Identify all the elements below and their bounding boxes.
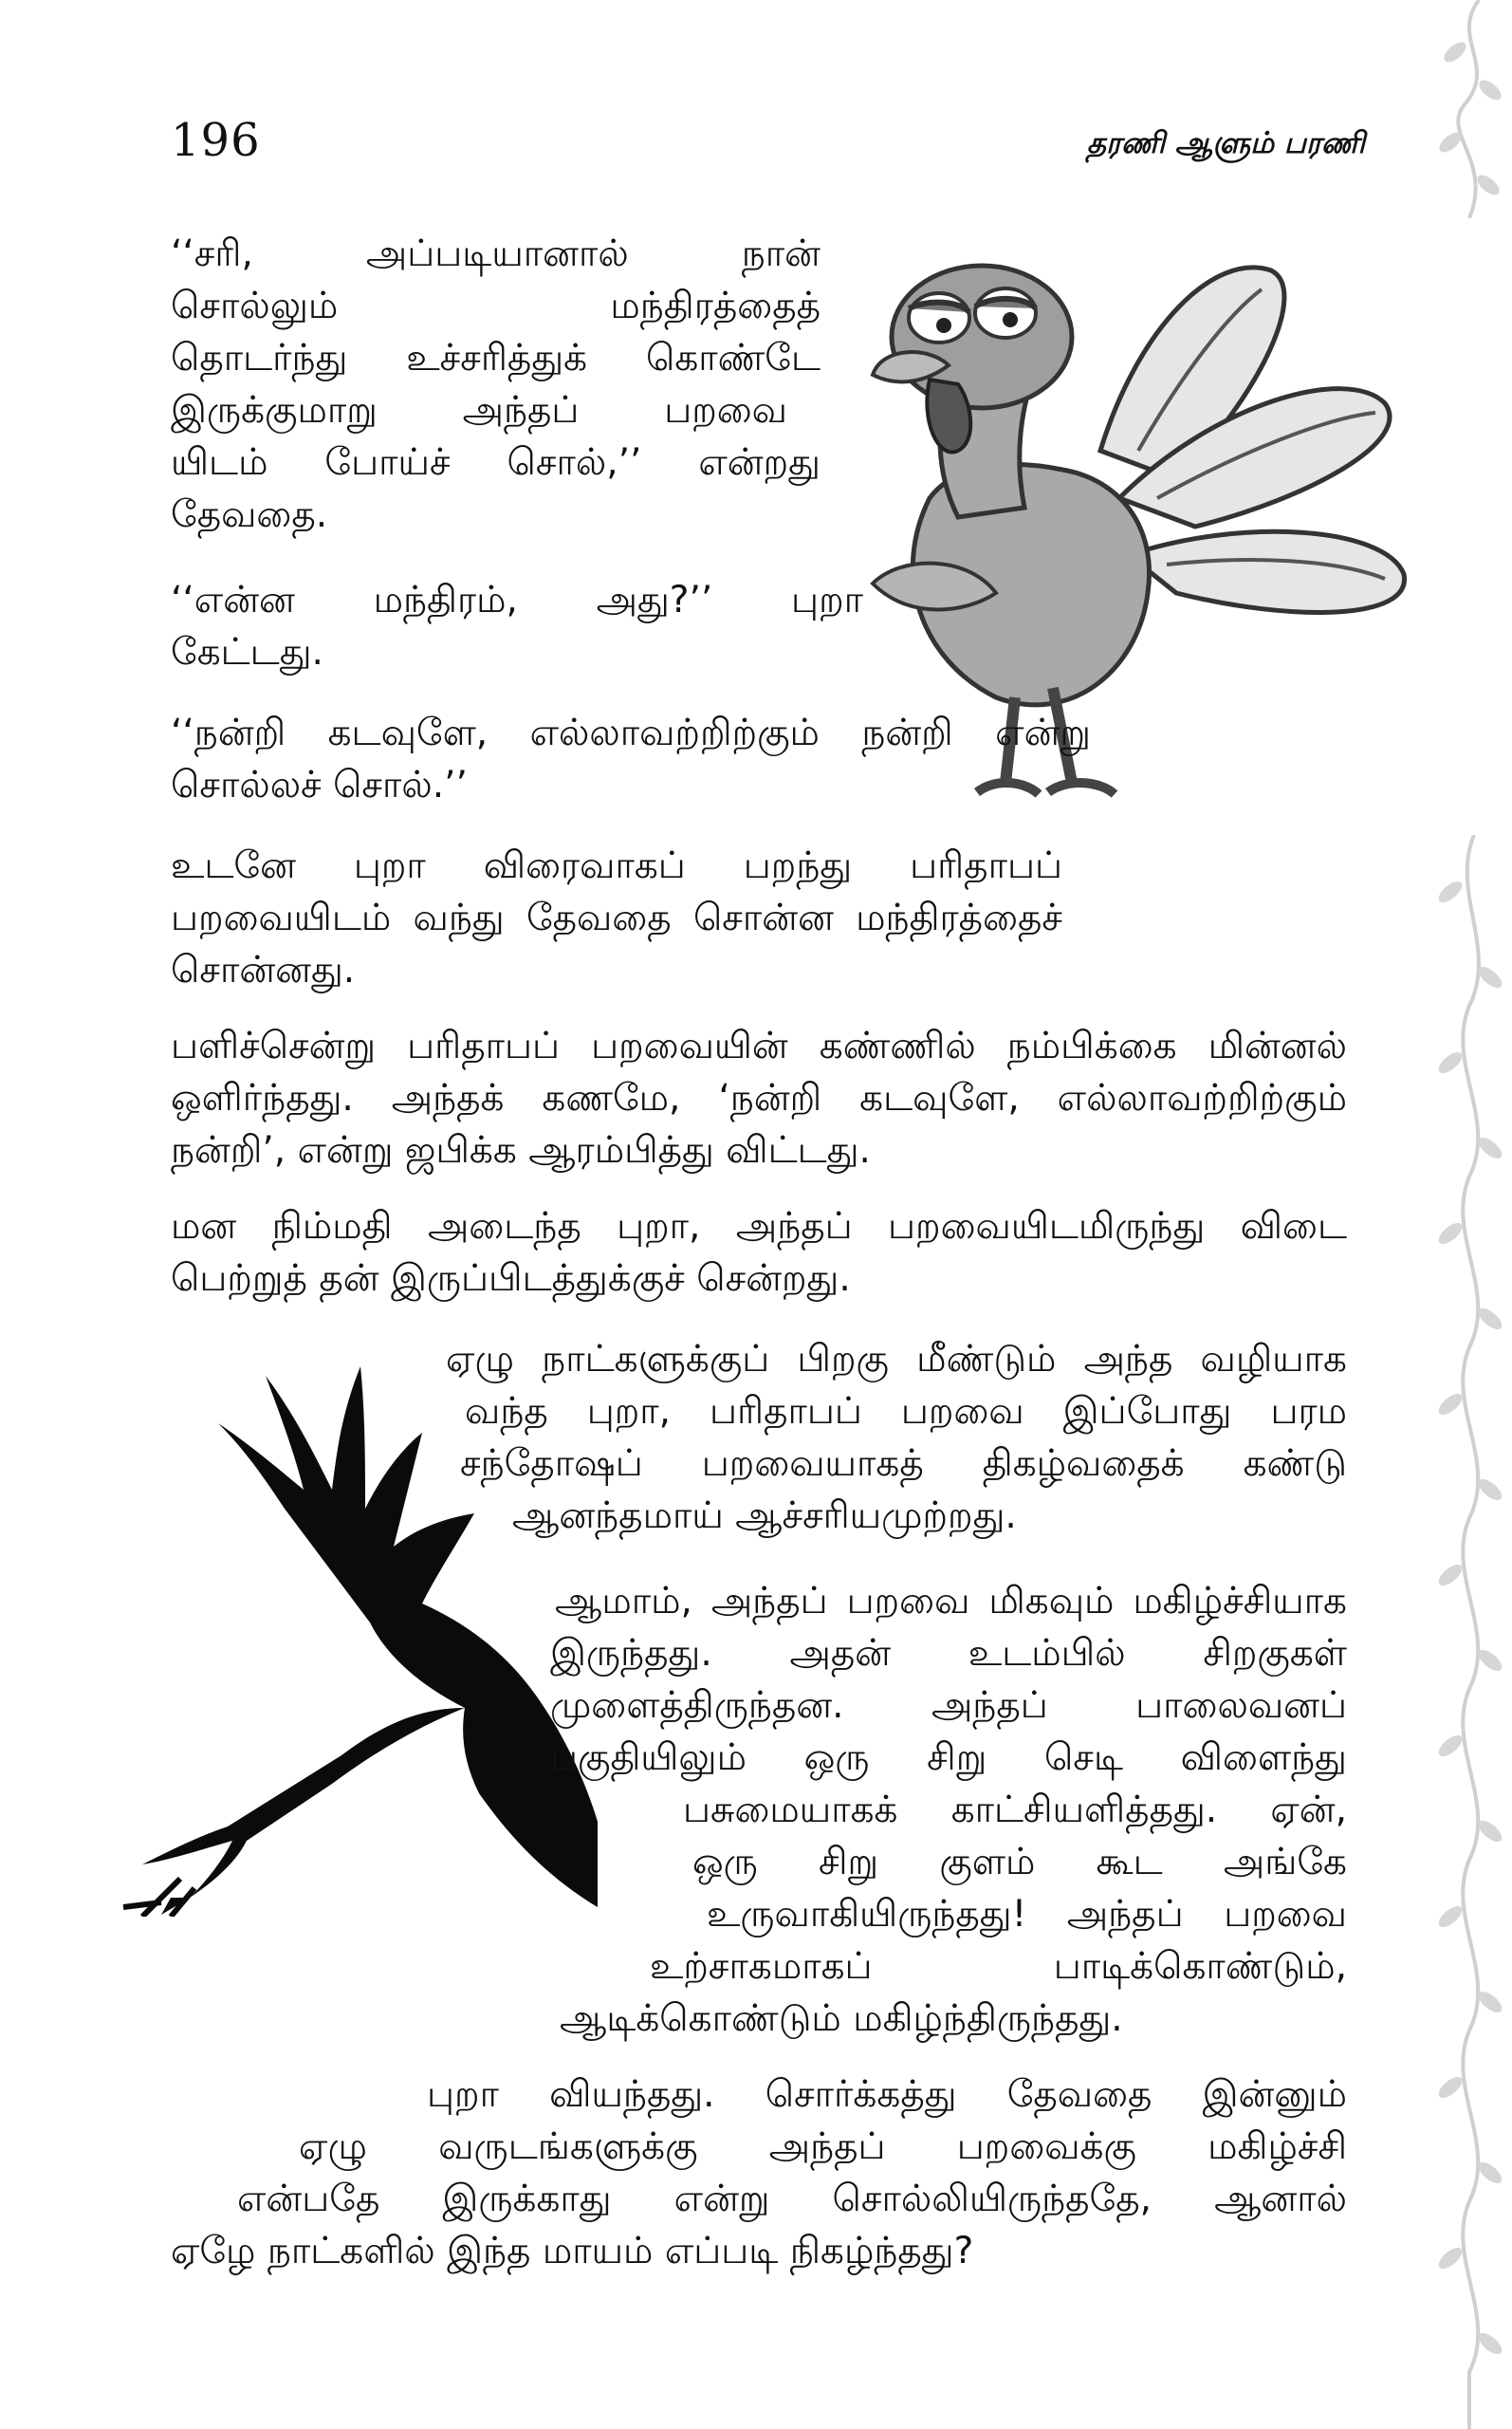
leaf-vine-icon [1422, 0, 1512, 218]
text-line: இருந்தது. அதன் உடம்பில் சிறகுகள் [550, 1632, 1347, 1675]
text-line: ‘‘நன்றி கடவுளே, எல்லாவற்றிற்கும் நன்றி என்று [171, 712, 1091, 754]
text-line: என்பதே இருக்காது என்று சொல்லியிருந்ததே, ஆனால் [237, 2178, 1347, 2220]
text-line: யிடம் போய்ச் சொல்,’’ என்றது [171, 441, 821, 484]
text-line: புறா வியந்தது. சொர்க்கத்து தேவதை இன்னும் [427, 2073, 1347, 2116]
paragraph-1 [171, 228, 821, 541]
text-line: ஒரு சிறு குளம் கூட அங்கே [692, 1841, 1347, 1883]
text-line: பசுமையாகக் காட்சியளித்தது. ஏன், [683, 1789, 1347, 1831]
text-line: ஒளிர்ந்தது. அந்தக் கணமே, ‘நன்றி கடவுளே, எல்லாவற்றிற்கும் [171, 1077, 1347, 1120]
text-line: உருவாகியிருந்தது! அந்தப் பறவை [707, 1893, 1347, 1936]
paragraph-2 [171, 574, 863, 678]
paragraph-4 [171, 840, 1062, 996]
text-line: தேவதை. [171, 493, 328, 536]
paragraph-9 [171, 2068, 1347, 2277]
text-line: பகுதியிலும் ஒரு சிறு செடி விளைந்து [550, 1736, 1347, 1779]
text-line: சொல்லும் மந்திரத்தைத் [171, 285, 821, 327]
paragraph-5 [171, 1020, 1347, 1177]
paragraph-3 [171, 707, 1091, 811]
text-line: பளிச்சென்று பரிதாபப் பறவையின் கண்ணில் நம்பிக்கை மின்னல் [171, 1025, 1347, 1067]
text-line: ஆடிக்கொண்டும் மகிழ்ந்திருந்தது. [560, 1997, 1123, 2040]
text-line: ஏழே நாட்களில் இந்த மாயம் எப்படி நிகழ்ந்தது? [171, 2230, 974, 2272]
text-line: ஆமாம், அந்தப் பறவை மிகவும் மகிழ்ச்சியாக [555, 1580, 1347, 1622]
text-line: உடனே புறா விரைவாகப் பறந்து பரிதாபப் [171, 844, 1062, 887]
text-line: ஏழு நாட்களுக்குப் பிறகு மீண்டும் அந்த வழியாக [446, 1338, 1347, 1381]
running-head-title: தரணி ஆளும் பரணி [1086, 126, 1365, 160]
paragraph-8 [550, 1575, 1347, 2045]
text-line: ஆனந்தமாய் ஆச்சரியமுற்றது. [512, 1494, 1017, 1537]
text-line: சந்தோஷப் பறவையாகத் திகழ்வதைக் கண்டு [460, 1442, 1347, 1485]
text-line: பறவையிடம் வந்து தேவதை சொன்ன மந்திரத்தைச் [171, 897, 1062, 939]
text-line: சொன்னது. [171, 949, 356, 992]
text-line: நன்றி’, என்று ஜபிக்க ஆரம்பித்து விட்டது. [171, 1129, 871, 1172]
text-line: இருக்குமாறு அந்தப் பறவை [171, 389, 787, 432]
text-line: ‘‘சரி, அப்படியானால் நான் [171, 232, 821, 275]
text-line: உற்சாகமாகப் பாடிக்கொண்டும், [650, 1945, 1347, 1988]
leaf-vine-border-icon [1422, 835, 1512, 2429]
text-line: வந்த புறா, பரிதாபப் பறவை இப்போது பரம [465, 1390, 1347, 1433]
text-line: சொல்லச் சொல்.’’ [171, 764, 468, 807]
text-line: ஏழு வருடங்களுக்கு அந்தப் பறவைக்கு மகிழ்ச்சி [299, 2125, 1347, 2168]
paragraph-7 [446, 1333, 1347, 1542]
text-line: தொடர்ந்து உச்சரித்துக் கொண்டே [171, 337, 821, 380]
text-line: முளைத்திருந்தன. அந்தப் பாலைவனப் [550, 1684, 1347, 1727]
text-line: மன நிம்மதி அடைந்த புறா, அந்தப் பறவையிடமிருந்து விடை [171, 1205, 1347, 1248]
page-number: 196 [171, 114, 261, 167]
text-line: ‘‘என்ன மந்திரம், அது?’’ புறா [171, 579, 863, 621]
text-line: பெற்றுத் தன் இருப்பிடத்துக்குச் சென்றது. [171, 1257, 851, 1300]
paragraph-6 [171, 1200, 1347, 1305]
text-line: கேட்டது. [171, 631, 323, 674]
